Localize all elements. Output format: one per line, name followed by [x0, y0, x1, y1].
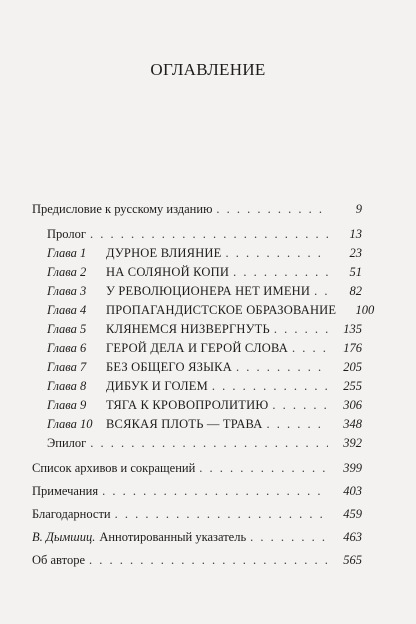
toc-entry-prologue	[47, 227, 362, 245]
toc-entry-chapter	[47, 341, 362, 359]
dot-leader	[236, 360, 328, 375]
toc-entry-chapter	[47, 265, 362, 283]
entry-page: 348	[343, 417, 362, 431]
entry-page: 135	[343, 322, 362, 336]
entry-page: 565	[343, 553, 362, 567]
chapter-title: НА СОЛЯНОЙ КОПИ	[106, 265, 230, 279]
dot-leader	[216, 202, 328, 217]
toc-entry-notes	[32, 484, 362, 502]
chapter-title: ПРОПАГАНДИСТСКОЕ ОБРАЗОВАНИЕ	[106, 303, 337, 317]
index-author: В. Дымшиц.	[32, 530, 96, 544]
chapter-title: КЛЯНЕМСЯ НИЗВЕРГНУТЬ	[106, 322, 270, 336]
dot-leader	[89, 553, 328, 568]
dot-leader	[90, 227, 328, 242]
chapter-number: Глава 6	[47, 341, 87, 355]
toc-entry-chapter	[47, 360, 362, 378]
dot-leader	[233, 265, 328, 280]
chapter-number: Глава 5	[47, 322, 87, 336]
entry-title: Эпилог	[47, 436, 87, 450]
toc-entry-acknowledgments	[32, 507, 362, 525]
toc-heading: ОГЛАВЛЕНИЕ	[150, 60, 266, 79]
toc-entry-preface	[32, 202, 362, 220]
toc-entry-chapter	[47, 322, 362, 340]
chapter-number: Глава 4	[47, 303, 87, 317]
dot-leader	[267, 417, 328, 432]
entry-title: Об авторе	[32, 553, 85, 567]
dot-leader	[115, 507, 328, 522]
toc-entry-chapter	[47, 398, 362, 416]
entry-page: 463	[343, 530, 362, 544]
toc-entry-archives	[32, 461, 362, 479]
toc-entry-about	[32, 553, 362, 571]
toc-entry-chapter	[47, 284, 362, 302]
dot-leader	[102, 484, 328, 499]
toc-entry-chapter	[47, 303, 375, 321]
entry-title: Пролог	[47, 227, 86, 241]
dot-leader	[272, 398, 328, 413]
toc-entry-chapter	[47, 417, 362, 435]
entry-page: 392	[343, 436, 362, 450]
entry-page: 51	[349, 265, 362, 279]
chapter-number: Глава 10	[47, 417, 93, 431]
entry-page: 459	[343, 507, 362, 521]
dot-leader	[212, 379, 328, 394]
entry-title: Благодарности	[32, 507, 111, 521]
dot-leader	[226, 246, 329, 261]
chapter-number: Глава 1	[47, 246, 87, 260]
chapter-title: ГЕРОЙ ДЕЛА И ГЕРОЙ СЛОВА	[106, 341, 288, 355]
chapter-number: Глава 9	[47, 398, 87, 412]
chapter-number: Глава 7	[47, 360, 87, 374]
entry-title: Аннотированный указатель	[99, 530, 247, 544]
entry-page: 13	[349, 227, 362, 241]
chapter-title: ТЯГА К КРОВОПРОЛИТИЮ	[106, 398, 269, 412]
entry-page: 255	[343, 379, 362, 393]
toc-entry-index	[32, 530, 362, 548]
dot-leader	[314, 284, 328, 299]
entry-page: 100	[355, 303, 375, 317]
chapter-number: Глава 3	[47, 284, 87, 298]
entry-page: 399	[343, 461, 362, 475]
entry-page: 306	[343, 398, 362, 412]
chapter-title: У РЕВОЛЮЦИОНЕРА НЕТ ИМЕНИ	[106, 284, 311, 298]
entry-title: Список архивов и сокращений	[32, 461, 196, 475]
entry-page: 176	[343, 341, 362, 355]
dot-leader	[90, 436, 328, 451]
toc-entry-chapter	[47, 246, 362, 264]
dot-leader	[199, 461, 328, 476]
entry-page: 9	[355, 202, 362, 216]
entry-page: 23	[349, 246, 362, 260]
chapter-number: Глава 2	[47, 265, 87, 279]
chapter-title: ДУРНОЕ ВЛИЯНИЕ	[106, 246, 222, 260]
toc-entry-chapter	[47, 379, 362, 397]
entry-title: Предисловие к русскому изданию	[32, 202, 213, 216]
entry-title: Примечания	[32, 484, 99, 498]
chapter-title: БЕЗ ОБЩЕГО ЯЗЫКА	[106, 360, 232, 374]
dot-leader	[274, 322, 328, 337]
entry-page: 205	[343, 360, 362, 374]
chapter-title: ВСЯКАЯ ПЛОТЬ — ТРАВА	[106, 417, 263, 431]
dot-leader	[292, 341, 328, 356]
toc-entry-epilogue	[47, 436, 362, 454]
chapter-number: Глава 8	[47, 379, 87, 393]
chapter-title: ДИБУК И ГОЛЕМ	[106, 379, 208, 393]
dot-leader	[250, 530, 328, 545]
entry-page: 403	[343, 484, 362, 498]
entry-page: 82	[349, 284, 362, 298]
